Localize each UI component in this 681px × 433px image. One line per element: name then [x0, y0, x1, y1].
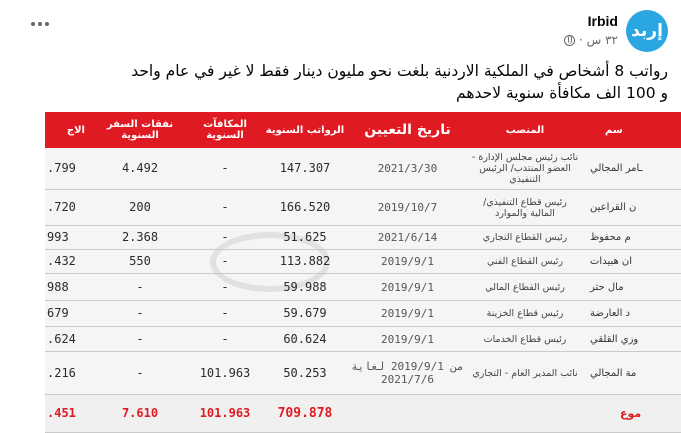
- post-text-line: و 100 الف مكافأة سنوية لاحدهم: [456, 84, 668, 102]
- globe-icon[interactable]: [564, 35, 575, 46]
- cell-salary: 166.520: [279, 200, 331, 214]
- header-bonuses: المكافآت السنوية: [203, 119, 247, 141]
- cell-position: رئيس القطاع الفني: [486, 256, 564, 267]
- cell-date: 2021/6/14: [377, 231, 438, 244]
- post-meta: [564, 33, 618, 47]
- cell-bonus: -: [221, 279, 229, 294]
- cell-bonus: -: [221, 254, 229, 268]
- cell-salary: 147.307: [279, 161, 331, 175]
- cell-date: من 2019/9/1 لغاية 2021/7/6: [351, 360, 464, 386]
- table-header: [45, 112, 681, 148]
- total-total: .451: [47, 406, 76, 420]
- cell-date: 2021/3/30: [377, 162, 438, 175]
- cell-salary: 113.882: [279, 254, 331, 268]
- table-row: [45, 250, 681, 274]
- cell-total: .799: [47, 161, 76, 175]
- table-row: [45, 226, 681, 250]
- header-appointment-date: تاريخ التعيين: [364, 121, 451, 138]
- cell-travel: 4.492: [121, 161, 159, 175]
- cell-date: 2019/9/1: [381, 307, 434, 320]
- dot-icon: [31, 22, 35, 26]
- cell-bonus: -: [221, 161, 229, 175]
- header-travel: نفقات السفر السنوية: [106, 119, 174, 141]
- dot-icon: [45, 22, 49, 26]
- cell-total: .216: [47, 365, 76, 380]
- total-salary: 709.878: [277, 406, 333, 421]
- cell-position: رئيس القطاع التجاري: [482, 232, 568, 243]
- cell-position: رئيس القطاع المالي: [485, 281, 565, 293]
- cell-salary: 51.625: [283, 230, 327, 244]
- header-salaries: الرواتب السنوية: [265, 124, 345, 136]
- cell-bonus: -: [221, 306, 229, 320]
- cell-travel: -: [136, 365, 144, 380]
- page-name-link[interactable]: Irbid: [587, 13, 618, 29]
- cell-date: 2019/10/7: [377, 201, 438, 214]
- cell-name: م محفوظ: [590, 232, 631, 243]
- header-position: المنصب: [505, 124, 545, 136]
- cell-name: وزي القلقي: [590, 333, 639, 345]
- cell-travel: -: [136, 331, 144, 346]
- total-label: موع: [620, 407, 642, 420]
- cell-total: .720: [47, 200, 76, 214]
- header-total: الاج: [66, 124, 85, 136]
- table-row: [45, 148, 681, 190]
- cell-total: 988: [47, 279, 69, 294]
- cell-travel: 550: [129, 254, 151, 268]
- cell-name: ن القراعين: [590, 202, 637, 213]
- meta-separator: ·: [578, 33, 583, 47]
- cell-name: د العارضة: [590, 308, 631, 319]
- table-row: [45, 274, 681, 301]
- cell-date: 2019/9/1: [381, 280, 434, 294]
- post-text: [8, 60, 668, 104]
- more-options-button[interactable]: [26, 14, 54, 34]
- cell-date: 2019/9/1: [381, 332, 434, 346]
- cell-position: نائب رئيس مجلس الإدارة - العضو المنتدب/ الرئيس التنفيذي: [471, 152, 579, 185]
- cell-salary: 59.988: [283, 279, 327, 294]
- totals-row: [45, 395, 681, 433]
- cell-date: 2019/9/1: [381, 255, 434, 268]
- page-avatar[interactable]: إربد: [626, 10, 668, 52]
- cell-travel: 2.368: [121, 230, 159, 244]
- post-timestamp[interactable]: ٣٢ س: [586, 33, 618, 47]
- cell-bonus: -: [221, 331, 229, 346]
- post-image-table[interactable]: [45, 112, 681, 433]
- cell-salary: 59.679: [283, 306, 327, 320]
- cell-position: رئيس قطاع الخزينة: [486, 308, 564, 319]
- cell-name: ـامر المجالي: [590, 163, 643, 174]
- table-row: [45, 301, 681, 327]
- table-row: [45, 190, 681, 226]
- cell-bonus: 101.963: [199, 365, 251, 380]
- post-text-line: رواتب 8 أشخاص في الملكية الاردنية بلغت نحو مليون دينار فقط لا غير في عام واحد: [131, 62, 668, 80]
- cell-salary: 60.624: [283, 331, 327, 346]
- cell-name: مال حتر: [590, 281, 624, 293]
- cell-bonus: -: [221, 230, 229, 244]
- total-bonus: 101.963: [199, 406, 251, 420]
- cell-travel: -: [136, 279, 144, 294]
- cell-total: 993: [47, 230, 69, 244]
- cell-travel: -: [136, 306, 144, 320]
- total-travel: 7.610: [121, 406, 159, 420]
- cell-total: .432: [47, 254, 76, 268]
- cell-total: 679: [47, 306, 69, 320]
- header-name: سم: [605, 124, 623, 136]
- dot-icon: [38, 22, 42, 26]
- cell-travel: 200: [129, 200, 151, 214]
- cell-position: رئيس قطاع الخدمات: [483, 333, 567, 345]
- post-header: [0, 0, 681, 56]
- cell-name: ان هبيدات: [590, 256, 633, 267]
- table-row: [45, 352, 681, 395]
- cell-name: مة المجالي: [590, 367, 637, 379]
- cell-position: نائب المدير العام - التجاري: [472, 367, 578, 379]
- cell-bonus: -: [221, 200, 229, 214]
- table-row: [45, 327, 681, 352]
- cell-salary: 50.253: [283, 365, 327, 380]
- cell-position: رئيس قطاع التنفيذي/ المالية والموارد: [483, 196, 567, 219]
- cell-total: .624: [47, 331, 76, 346]
